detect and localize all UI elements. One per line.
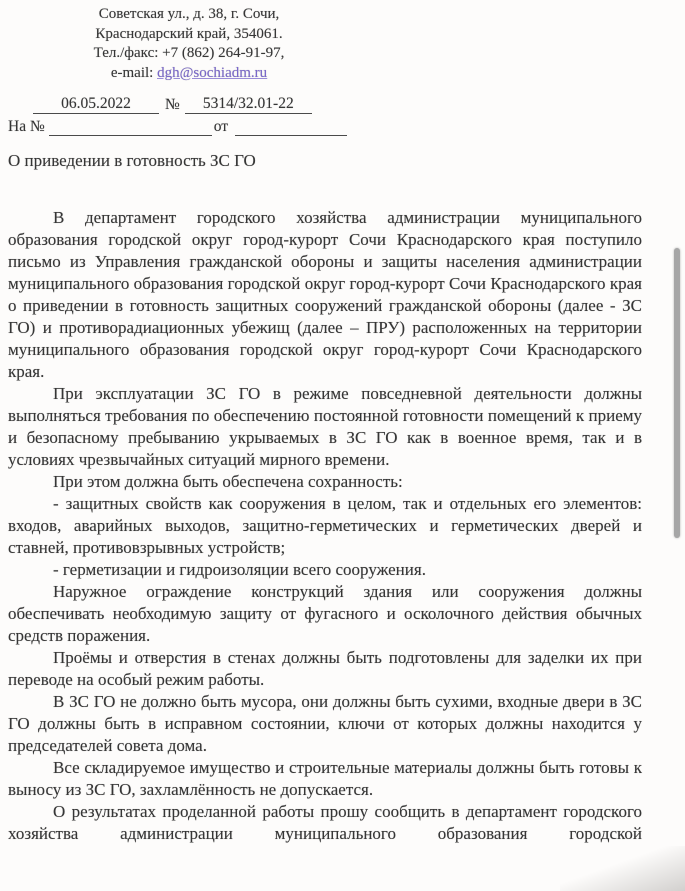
body-paragraph-safety-item-2: - герметизации и гидроизоляции всего сооружения. (53, 560, 426, 579)
reply-date-blank-field (235, 118, 347, 136)
body-paragraph-safety-item-1: - защитных свойств как сооружения в целом, так и отдельных его элементов: входов, аварийных выходов, защитно-герметических и герметических дверей и ставней, противовзрывных устройств; (8, 494, 642, 557)
reply-from-label: от (213, 118, 229, 135)
reference-row-reply (8, 117, 347, 136)
outgoing-number-field: 5314/32.01-22 (185, 94, 312, 114)
number-sign: № (165, 96, 180, 113)
scrollbar-thumb[interactable] (674, 248, 680, 538)
subject-line: О приведении в готовность ЗС ГО (8, 151, 256, 170)
reference-block (8, 94, 347, 136)
reply-number-blank-field (49, 118, 212, 136)
page-corner-shadow (560, 846, 685, 891)
body-paragraph-openings: Проёмы и отверстия в стенах должны быть подготовлены для заделки их при переводе на особый режим работы. (8, 648, 642, 689)
body-paragraph-operation: При эксплуатации ЗС ГО в режиме повседневной деятельности должны выполняться требования по обеспечению постоянной готовности помещений к приему и безопасному пребыванию укрываемых в ЗС ГО как в военное время, так и в условиях чрезвычайных ситуаций мирного времени. (8, 384, 642, 469)
body-paragraph-cleanliness: В ЗС ГО не должно быть мусора, они должны быть сухими, входные двери в ЗС ГО должны быть в исправном состоянии, ключи от которых должны находится у председателей совета дома. (8, 692, 642, 755)
address-line-street: Советская ул., д. 38, г. Сочи, (98, 6, 280, 22)
reference-row-date-number (8, 94, 347, 114)
letterhead-address-block (28, 5, 350, 83)
reply-number-label: На № (8, 118, 45, 135)
body-paragraph-stored-property: Все складируемое имущество и строительные материалы должны быть готовы к выносу из ЗС ГО, захламлённость не допускается. (8, 758, 642, 799)
body-paragraph-safety-intro: При этом должна быть обеспечена сохранность: (53, 472, 403, 491)
address-line-region: Краснодарский край, 354061. (95, 25, 283, 42)
email-link[interactable]: dgh@sochiadm.ru (157, 64, 268, 81)
body-paragraph-enclosure: Наружное ограждение конструкций здания или сооружения должны обеспечивать необходимую защиту от фугасного и осколочного действия обычных средств поражения. (8, 582, 642, 645)
letter-body (8, 207, 642, 845)
date-field: 06.05.2022 (33, 94, 159, 114)
email-line (28, 64, 350, 84)
body-paragraph-results: О результатах проделанной работы прошу сообщить в департамент городского хозяйства администрации муниципального образования городской (8, 802, 642, 843)
body-paragraph-intro: В департамент городского хозяйства администрации муниципального образования городской округ город-курорт Сочи Краснодарского края поступило письмо из Управления гражданской обороны и защиты населения администрации муниципального образования городской округ город-курорт Сочи Краснодарского края о приведении в готовность защитных сооружений гражданской обороны (далее - ЗС ГО) и противорадиационных убежищ (далее – ПРУ) расположенных на территории муниципального образования городской округ город-курорт Сочи Краснодарского края. (8, 208, 642, 381)
address-line-phone: Тел./факс: +7 (862) 264-91-97, (93, 45, 285, 61)
email-label: e-mail: (110, 64, 158, 81)
